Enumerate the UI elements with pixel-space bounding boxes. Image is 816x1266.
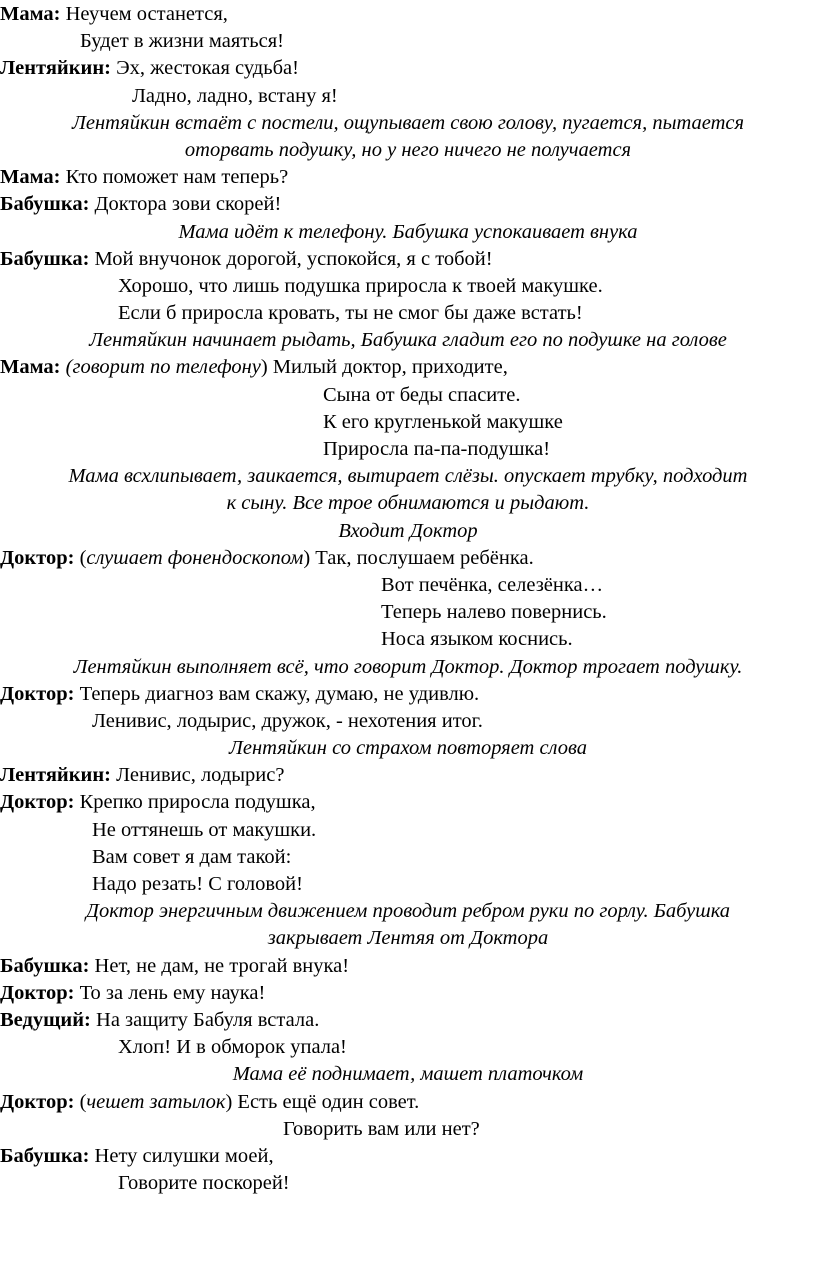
line-prefix: ( [74, 546, 87, 569]
dialogue-line [0, 246, 816, 273]
stage-direction: закрывает Лентяя от Доктора [267, 927, 549, 950]
verse-line [0, 572, 816, 599]
line-text: ) Есть ещё один совет. [225, 1090, 420, 1113]
verse-line [0, 273, 816, 300]
line-text: То за лень ему наука! [74, 981, 266, 1004]
speaker-name: Доктор: [0, 682, 75, 705]
line-text: Доктора зови скорей! [89, 193, 282, 216]
line-text: ) Так, послушаем ребёнка. [303, 546, 534, 569]
speaker-name: Мама: [0, 166, 61, 189]
dialogue-line [0, 681, 816, 708]
line-text: Крепко приросла подушка, [74, 791, 316, 814]
speaker-name: Бабушка: [0, 1144, 90, 1167]
stage-direction: Мама всхлипывает, заикается, вытирает слёзы. опускает трубку, подходит [68, 465, 748, 488]
speaker-name: Бабушка: [0, 193, 90, 216]
inline-stage-direction: чешет затылок [86, 1090, 226, 1113]
verse-line [0, 708, 816, 735]
dialogue-line [0, 191, 816, 218]
verse-line [0, 599, 816, 626]
verse-line [0, 300, 816, 327]
line-text: Хлоп! И в обморок упала! [118, 1036, 347, 1059]
line-text: Ленивис, лодырис? [111, 764, 285, 787]
speaker-name: Бабушка: [0, 954, 90, 977]
speaker-name: Мама: [0, 3, 61, 25]
verse-line [0, 436, 816, 463]
line-text: Неучем останется, [60, 3, 228, 25]
stage-direction: Лентяйкин выполняет всё, что говорит Доктор. Доктор трогает подушку. [73, 655, 743, 678]
verse-line [0, 844, 816, 871]
line-text: Надо резать! С головой! [92, 873, 303, 895]
dialogue-line [0, 980, 816, 1007]
inline-stage-direction: (говорит по телефону [65, 356, 261, 379]
line-text: Будет в жизни маяться! [80, 30, 284, 53]
dialogue-line [0, 164, 816, 191]
stage-direction: Доктор энергичным движением проводит ребром руки по горлу. Бабушка [85, 900, 731, 923]
line-text: Вот печёнка, селезёнка… [381, 573, 604, 596]
verse-line [0, 626, 816, 653]
line-prefix: ( [74, 1090, 87, 1113]
stage-direction: Мама её поднимает, машет платочком [232, 1063, 584, 1086]
line-text: Ладно, ладно, встану я! [132, 84, 338, 107]
speaker-name: Мама: [0, 356, 61, 379]
line-text: Если б приросла кровать, ты не смог бы даже встать! [118, 302, 583, 325]
line-text: Не оттянешь от макушки. [92, 818, 317, 841]
speaker-name: Доктор: [0, 791, 75, 814]
stage-direction: Входит Доктор [338, 519, 478, 542]
dialogue-line [0, 1, 816, 28]
dialogue-line [0, 953, 816, 980]
line-text: Нет, не дам, не трогай внука! [89, 954, 350, 977]
speaker-name: Доктор: [0, 1090, 75, 1113]
dialogue-line [0, 55, 816, 82]
line-text: Хорошо, что лишь подушка приросла к твоей макушке. [118, 274, 603, 297]
stage-direction: Мама идёт к телефону. Бабушка успокаивает внука [178, 220, 638, 243]
verse-line [0, 1170, 816, 1197]
inline-stage-direction: слушает фонендоскопом [86, 546, 304, 569]
line-text: Эх, жестокая судьба! [111, 57, 299, 80]
line-text: Сына от беды спасите. [323, 383, 521, 406]
verse-line [0, 83, 816, 110]
stage-direction: оторвать подушку, но у него ничего не получается [184, 138, 632, 161]
dialogue-line [0, 545, 816, 572]
line-text: Ленивис, лодырис, дружок, - нехотения итог. [92, 709, 483, 732]
line-text: Говорите поскорей! [118, 1172, 290, 1195]
verse-line [0, 817, 816, 844]
line-text: Носа языком коснись. [381, 628, 573, 651]
stage-direction: к сыну. Все трое обнимаются и рыдают. [226, 492, 590, 515]
line-text: Теперь налево повернись. [381, 601, 607, 624]
line-text: Кто поможет нам теперь? [60, 166, 289, 189]
dialogue-line [0, 1089, 816, 1116]
stage-direction: Лентяйкин со страхом повторяет слова [228, 737, 588, 760]
line-text: Мой внучонок дорогой, успокойся, я с тобой! [89, 247, 493, 270]
line-text: ) Милый доктор, приходите, [260, 356, 508, 379]
verse-line [0, 382, 816, 409]
verse-line [0, 1116, 816, 1143]
verse-line [0, 28, 816, 55]
speaker-name: Бабушка: [0, 247, 90, 270]
speaker-name: Доктор: [0, 981, 75, 1004]
dialogue-line [0, 354, 816, 381]
speaker-name: Ведущий: [0, 1008, 91, 1031]
dialogue-line [0, 762, 816, 789]
dialogue-line [0, 1143, 816, 1170]
speaker-name: Доктор: [0, 546, 75, 569]
speaker-name: Лентяйкин: [0, 764, 112, 787]
line-text: Теперь диагноз вам скажу, думаю, не удивлю. [74, 682, 480, 705]
line-text: К его кругленькой макушке [323, 410, 563, 433]
verse-line [0, 409, 816, 436]
dialogue-line [0, 789, 816, 816]
speaker-name: Лентяйкин: [0, 57, 112, 80]
stage-direction: Лентяйкин начинает рыдать, Бабушка гладит его по подушке на голове [89, 329, 727, 352]
line-text: Приросла па-па-подушка! [323, 438, 551, 460]
stage-direction: Лентяйкин встаёт с постели, ощупывает свою голову, пугается, пытается [71, 111, 745, 134]
line-text: Вам совет я дам такой: [92, 845, 292, 868]
line-text: Нету силушки моей, [89, 1144, 274, 1167]
verse-line [0, 871, 816, 898]
line-text: Говорить вам или нет? [283, 1117, 480, 1140]
dialogue-line [0, 1007, 816, 1034]
verse-line [0, 1034, 816, 1061]
line-text: На защиту Бабуля встала. [90, 1008, 320, 1031]
